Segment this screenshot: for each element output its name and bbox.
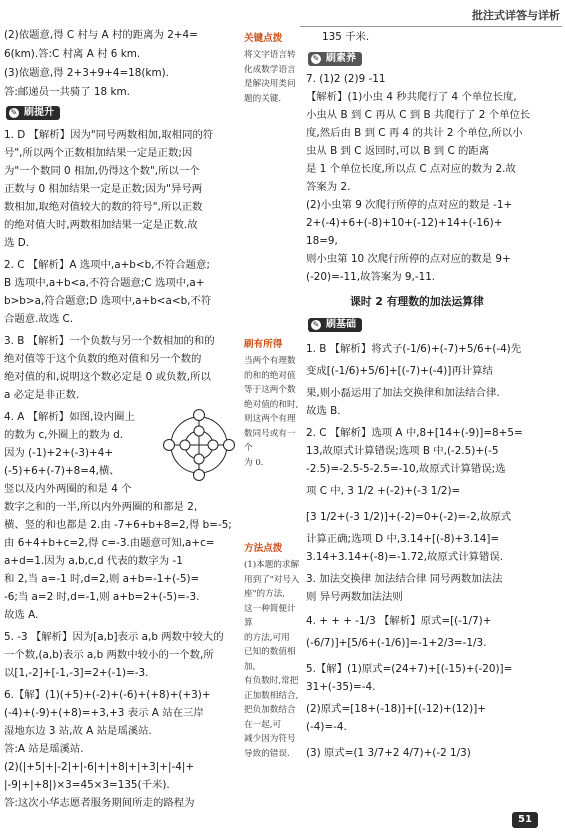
text-line: 数字之和的一半,所以内外两圈的和都是 2, [4,501,198,513]
text-line: 1. B 【解析】将式子(-1/6)+(-7)+5/6+(-4)先 [306,343,522,355]
section-header-jichu [308,318,362,332]
text-line: 因为 (-1)+2+(-3)+4+ [4,447,114,459]
text-line: a+d=1.因为 a,b,c,d 代表的数字为 -1 [4,555,183,567]
text-line: -6;当 a=2 时,d=-1,则 a+b=2+(-5)=-3. [4,591,200,603]
text-line: (3)依题意,得 2+3+9+4=18(km). [4,67,169,79]
text-line: 是 1 个单位长度,所以点 C 点对应的数为 2.故 [306,163,516,175]
text-line: (-6/7)]+[5/6+(-1/6)]=-1+2/3=-1/3. [306,637,487,649]
text-line: 则小虫第 10 次爬行所停的点对应的数是 9+ [306,253,511,265]
margin-notes [240,30,302,820]
text-line: 以[1,-2]+[-1,-3]=2+(-1)=-3. [4,667,149,679]
text-line: 为"一个数同 0 相加,仍得这个数",所以一个 [4,165,200,177]
text-line: 横、竖的和也都是 2.由 -7+6+b+8=2,得 b=-5; [4,519,232,531]
keypoint-note [244,30,302,106]
section-title: 刷提升 [24,107,54,118]
note-line: 有负数时,常把 [244,676,299,686]
text-line: (-4)=-4. [306,721,347,733]
text-line: 答:A 站是瑶溪站. [4,743,84,755]
text-line: (2)依题意,得 C 村与 A 村的距离为 2+4= [4,29,198,41]
text-line: 绝对值等于这个负数的绝对值和另一个数的 [4,353,202,365]
text-line: 2+(-4)+6+(-8)+10+(-12)+14+(-16)+ [306,217,503,229]
text-line: (-20)=-11,故答案为 9,-11. [306,271,436,283]
text-line: 答案为 2. [306,181,351,193]
note-line: (1)本题的求解 [244,560,300,570]
text-line: (2)(|+5|+|-2|+|-6|+|+8|+|+3|+|-4|+ [4,761,195,773]
note-title: 方法点拨 [244,543,283,554]
text-line: 竖以及内外两圈的和是 4 个 [4,483,132,495]
text-line: 2. C 【解析】选项 A 中,8+[14+(-9)]=8+5= [306,427,523,439]
text-line: -2.5)=-2.5-5-2.5=-10,故原式计算错误;选 [306,463,506,475]
text-line: 2. C 【解析】A 选项中,a+b<b,不符合题意; [4,259,210,271]
text-line: 项 C 中, 3 1/2 +(-2)+(-3 1/2)= [306,485,461,497]
text-line: 果,则小磊运用了加法交换律和加法结合律. [306,387,500,399]
note-line: 这一种简便计算 [244,603,296,628]
header-title: 批注式详答与详析 [472,9,560,22]
text-line: 的数为 c,外圈上的数为 d. [4,429,124,441]
note-line: 减少因为符号 [244,734,296,744]
text-line: 4. + + + -1/3 【解析】原式=[(-1/7)+ [306,615,492,627]
right-column [306,30,561,830]
note-line: 在一起,可 [244,719,282,730]
brush-icon: ✎ [312,54,320,63]
note-line: 等于这两个数 [244,385,296,395]
note-line: 则这两个有理 [244,414,296,424]
text-line: 计算正确;选项 D 中,3.14+[(-8)+3.14]= [306,533,500,545]
section-title: 刷素养 [326,53,356,64]
text-line: 135 千米. [322,31,370,43]
section-title: 刷基础 [326,319,356,330]
text-line: 虫从 B 到 C 返回时,可以 B 到 C 的距离 [306,145,490,157]
text-line: 号",所以两个正数相加结果一定是正数;因 [4,147,193,159]
text-line: 4. A 【解析】如图,设内圈上 [4,411,135,423]
note-line: 把负加数结合 [244,705,296,715]
text-line: 正数与 0 相加结果一定是正数;因为"异号两 [4,183,203,195]
note-line: 绝对值的和时, [244,399,299,410]
text-line: 由 6+4+b+c=2,得 c=-3.由题意可知,a+c= [4,537,215,549]
text-line: 3. B 【解析】一个负数与另一个数相加的和的 [4,335,215,347]
brush-icon: ✎ [312,320,320,329]
text-line: |-9|+|+8|)×3=45×3=135(千米). [4,779,170,791]
note-line: 是解决用类问 [244,79,296,89]
note-line: 导致的错误. [244,748,290,759]
text-line: 6(km).答:C 村离 A 村 6 km. [4,48,141,60]
circle-diagram [162,408,236,482]
text-line: 绝对值的和,说明这个数必定是 0 或负数,所以 [4,371,211,383]
page-header [300,4,562,27]
text-line: B 选项中,a+b<a,不符合题意;C 选项中,a+ [4,277,205,289]
text-line: 7. (1)2 (2)9 -11 [306,73,386,85]
text-line: [3 1/2+(-3 1/2)]+(-2)=0+(-2)=-2,故原式 [306,511,512,523]
note-line: 化成数学语言 [244,64,296,75]
text-line: (2)原式=[18+(-18)]+[(-12)+(12)]+ [306,703,486,715]
note-line: 座"的方法, [244,589,286,599]
text-line: 和 2,当 a=-1 时,d=2,则 a+b=-1+(-5)= [4,573,200,585]
text-line: 5. -3 【解析】因为[a,b]表示 a,b 两数中较大的 [4,631,224,643]
text-line: 则 异号两数加法法则 [306,591,403,603]
text-line: 13,故原式计算错误;选项 B 中,(-2.5)+(-5 [306,445,499,457]
section-header-suyang [308,52,362,66]
text-line: 3. 加法交换律 加法结合律 同号两数加法法 [306,573,503,585]
note-title: 刷有所得 [244,339,283,350]
note-line: 用到了"对号入 [244,574,300,585]
text-line: 合题意.故选 C. [4,313,74,325]
note-line: 为 0. [244,457,264,468]
text-line: 小虫从 B 到 C 再从 C 到 B 共爬行了 2 个单位长 [306,109,531,121]
text-line: 的绝对值大时,两数相加结果一定是正数.故 [4,219,198,231]
note-line: 的和的绝对值 [244,370,296,381]
text-line: 1. D 【解析】因为"同号两数相加,取相同的符 [4,129,214,141]
note-line: 当两个有理数 [244,356,296,366]
text-line: 5.【解】(1)原式=(24+7)+[(-15)+(-20)]= [306,663,513,675]
text-line: 18=9, [306,235,338,247]
text-line: (-4)+(-9)+(+8)=+3,+3 表示 A 站在三岸 [4,707,204,719]
text-line: 6.【解】(1)(+5)+(-2)+(-6)+(+8)+(+3)+ [4,689,211,701]
text-line: 31+(-35)=-4. [306,681,376,693]
left-column [4,28,236,828]
note-line: 的方法,可用 [244,632,290,643]
lesson-title: 课时 2 有理数的加法运算律 [350,295,484,308]
note-line: 正加数相结合, [244,690,299,701]
text-line: 选 D. [4,237,29,249]
text-line: 度,然后由 B 到 C 再 4 的共计 2 个单位,所以小 [306,127,523,139]
note-line: 已知的数值相加, [244,647,296,672]
note-line: 题的关键. [244,93,282,104]
page-number: 51 [518,814,532,825]
text-line: 3.14+3.14+(-8)=-1.72,故原式计算错误. [306,551,504,563]
text-line: 【解析】(1)小虫 4 秒共爬行了 4 个单位长度, [306,91,517,103]
text-line: (3) 原式=(1 3/7+2 4/7)+(-2 1/3) [306,747,471,759]
note-line: 将文字语言转 [244,50,296,60]
text-line: 答:邮递员一共骑了 18 km. [4,86,130,98]
text-line: 故选 B. [306,405,341,417]
text-line: 变成[(-1/6)+5/6]+[(-7)+(-4)]再计算结 [306,365,493,377]
text-line: 一个数,(a,b)表示 a,b 两数中较小的一个数,所 [4,649,214,661]
section-header-tisheng [6,106,60,120]
text-line: (-5)+6+(-7)+8=4,横、 [4,465,120,477]
note-line: 数同号或有一个 [244,428,296,453]
method-note [244,540,302,761]
text-line: 答:这次小华志愿者服务期间所走的路程为 [4,797,195,809]
text-line: (2)小虫第 9 次爬行所停的点对应的数是 -1+ [306,199,513,211]
summary-note [244,336,302,470]
text-line: 故选 A. [4,609,39,621]
note-title: 关键点拨 [244,33,283,44]
brush-icon: ✎ [10,108,18,117]
text-line: 湿地东边 3 站,故 A 站是瑶溪站. [4,725,152,737]
text-line: a 必定是非正数. [4,389,80,401]
text-line: b>b>a,符合题意;D 选项中,a+b<a<b,不符 [4,295,212,307]
text-line: 数相加,取绝对值较大的数的符号",所以正数 [4,201,203,213]
page-number-badge [512,812,538,828]
